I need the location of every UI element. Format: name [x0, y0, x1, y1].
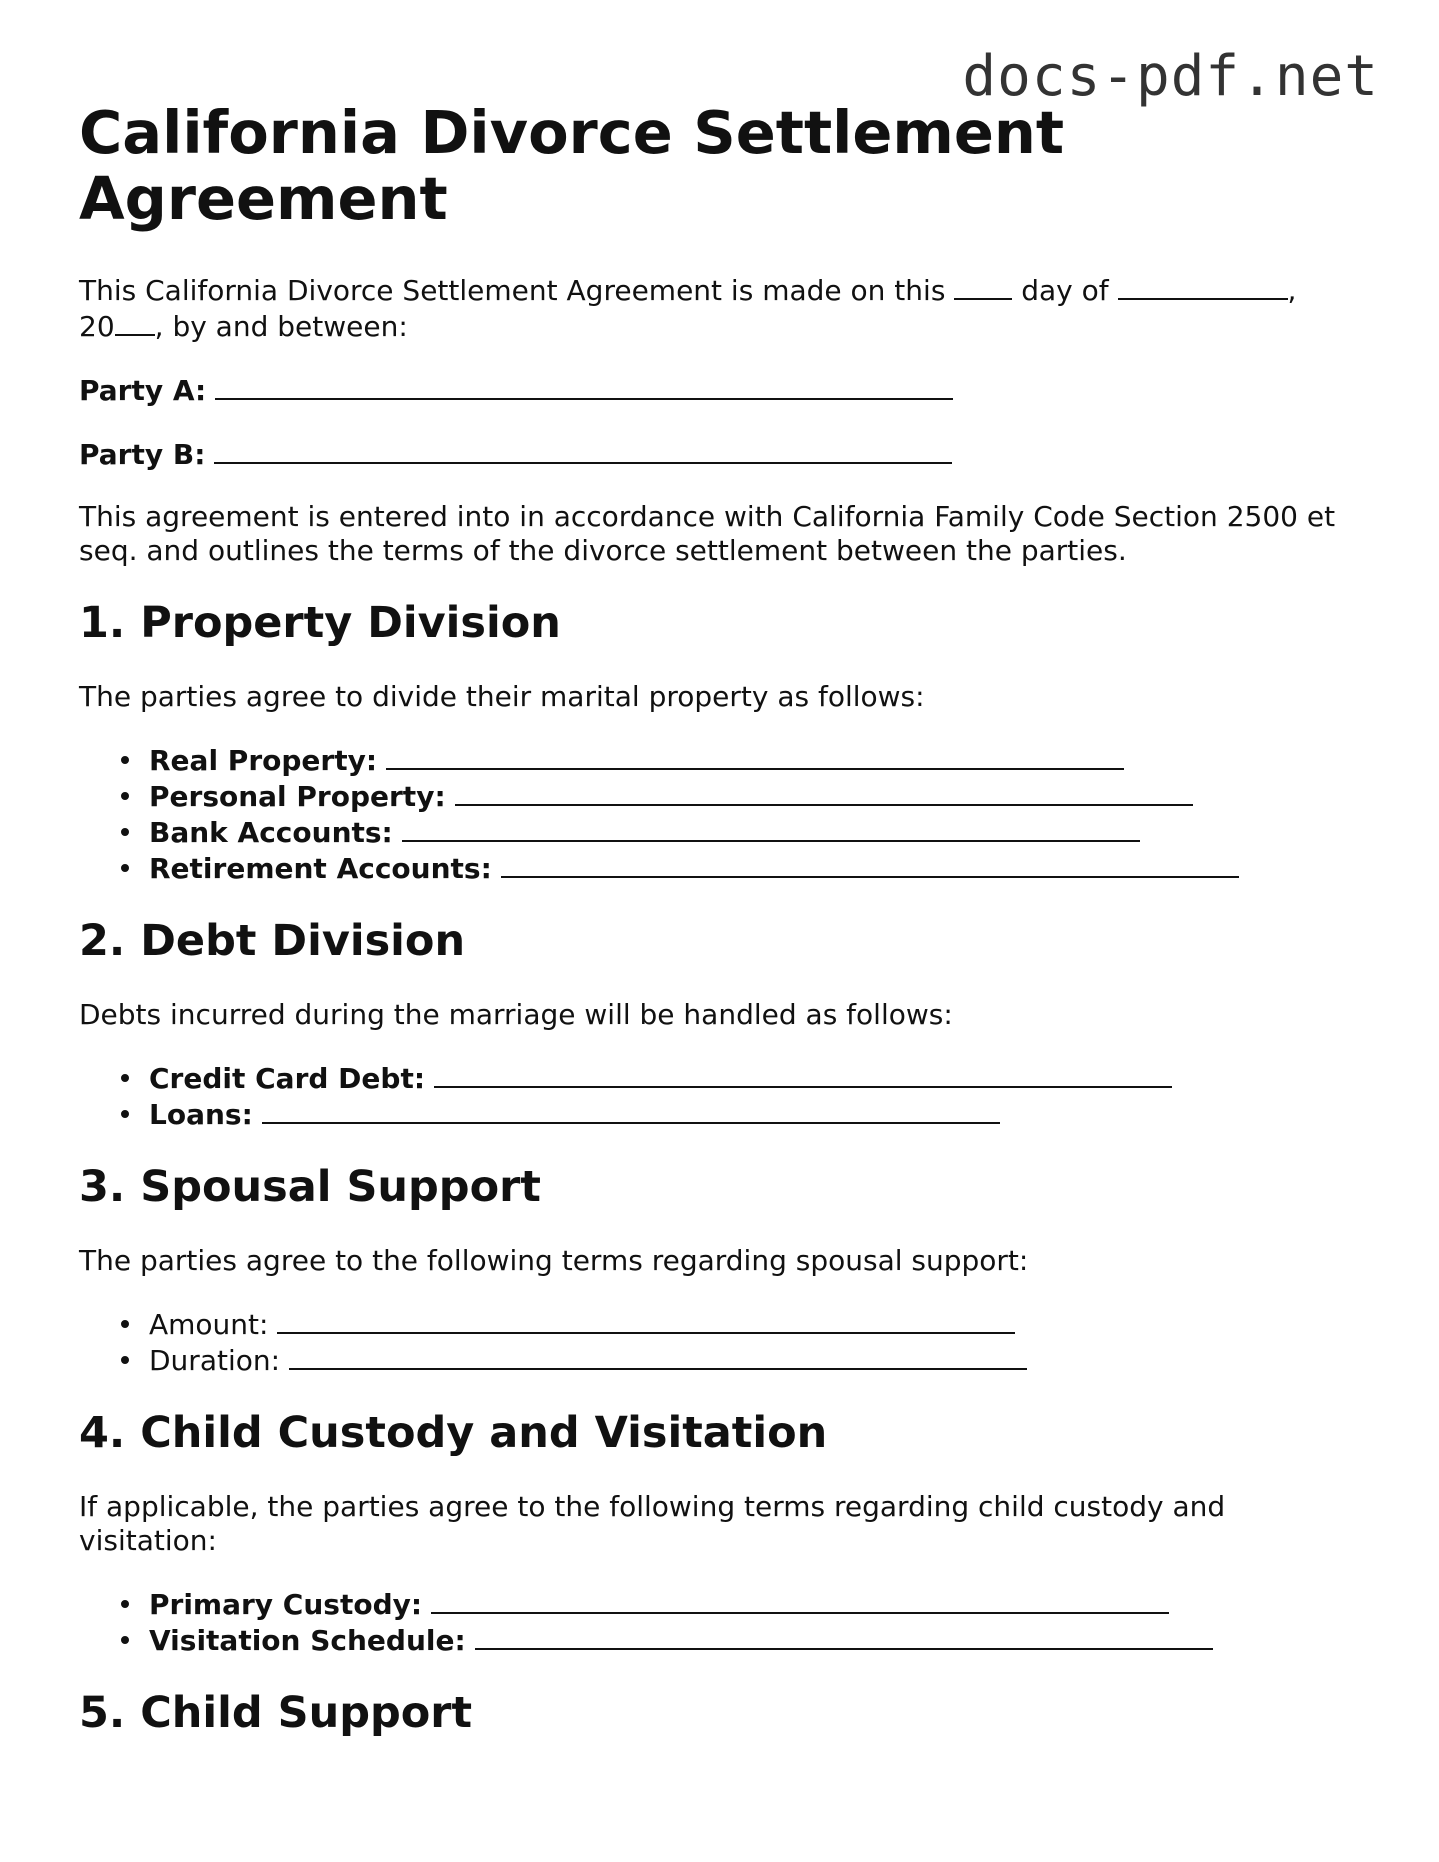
loans-blank[interactable] — [262, 1096, 1000, 1124]
document-page — [79, 100, 1369, 1770]
retirement-accounts-blank[interactable] — [501, 850, 1239, 878]
party-b-label: Party B: — [79, 438, 206, 471]
list-item: Credit Card Debt: — [149, 1060, 1369, 1096]
party-b-blank[interactable] — [214, 436, 952, 464]
list-item: Amount: — [149, 1306, 1369, 1342]
duration-blank[interactable] — [289, 1342, 1027, 1370]
list-item: Personal Property: — [149, 778, 1369, 814]
intro-text-1: This California Divorce Settlement Agreement is made on this — [79, 274, 946, 307]
party-b-line — [79, 436, 1369, 472]
list-item: Loans: — [149, 1096, 1369, 1132]
party-a-line — [79, 372, 1369, 408]
list-item: Bank Accounts: — [149, 814, 1369, 850]
intro-paragraph — [79, 272, 1369, 344]
section-heading-debt: 2. Debt Division — [79, 916, 466, 966]
section-heading-custody: 4. Child Custody and Visitation — [79, 1408, 828, 1458]
primary-custody-blank[interactable] — [431, 1586, 1169, 1614]
month-blank[interactable] — [1118, 272, 1288, 300]
debt-list — [79, 1060, 1369, 1132]
section-text-spousal: The parties agree to the following terms regarding spousal support: — [79, 1244, 1029, 1277]
list-item: Visitation Schedule: — [149, 1622, 1369, 1658]
bank-accounts-blank[interactable] — [402, 814, 1140, 842]
watermark: docs-pdf.net — [962, 44, 1379, 109]
party-a-label: Party A: — [79, 374, 207, 407]
section-text-custody: If applicable, the parties agree to the following terms regarding child custody and visitation: — [79, 1490, 1226, 1557]
section-heading-spousal: 3. Spousal Support — [79, 1162, 541, 1212]
accordance-paragraph: This agreement is entered into in accordance with California Family Code Section 2500 et seq. and outlines the terms of the divorce settlement between the parties. — [79, 500, 1336, 567]
party-a-blank[interactable] — [215, 372, 953, 400]
list-item: Primary Custody: — [149, 1586, 1369, 1622]
section-text-property: The parties agree to divide their marital property as follows: — [79, 680, 925, 713]
section-text-debt: Debts incurred during the marriage will be handled as follows: — [79, 998, 953, 1031]
visitation-schedule-blank[interactable] — [475, 1622, 1213, 1650]
document-title: California Divorce Settlement Agreement — [79, 98, 1065, 233]
property-list — [79, 742, 1369, 886]
intro-text-4: 20 — [79, 310, 115, 343]
amount-blank[interactable] — [277, 1306, 1015, 1334]
personal-property-blank[interactable] — [455, 778, 1193, 806]
intro-text-2: day of — [1021, 274, 1109, 307]
section-heading-property: 1. Property Division — [79, 598, 561, 648]
intro-text-3: , — [1287, 274, 1297, 307]
list-item: Duration: — [149, 1342, 1369, 1378]
section-heading-child-support: 5. Child Support — [79, 1688, 473, 1738]
day-blank[interactable] — [954, 272, 1012, 300]
intro-text-5: , by and between: — [154, 310, 408, 343]
custody-list — [79, 1586, 1369, 1658]
real-property-blank[interactable] — [386, 742, 1124, 770]
credit-card-debt-blank[interactable] — [434, 1060, 1172, 1088]
year-blank[interactable] — [115, 308, 155, 336]
list-item: Retirement Accounts: — [149, 850, 1369, 886]
spousal-list — [79, 1306, 1369, 1378]
list-item: Real Property: — [149, 742, 1369, 778]
